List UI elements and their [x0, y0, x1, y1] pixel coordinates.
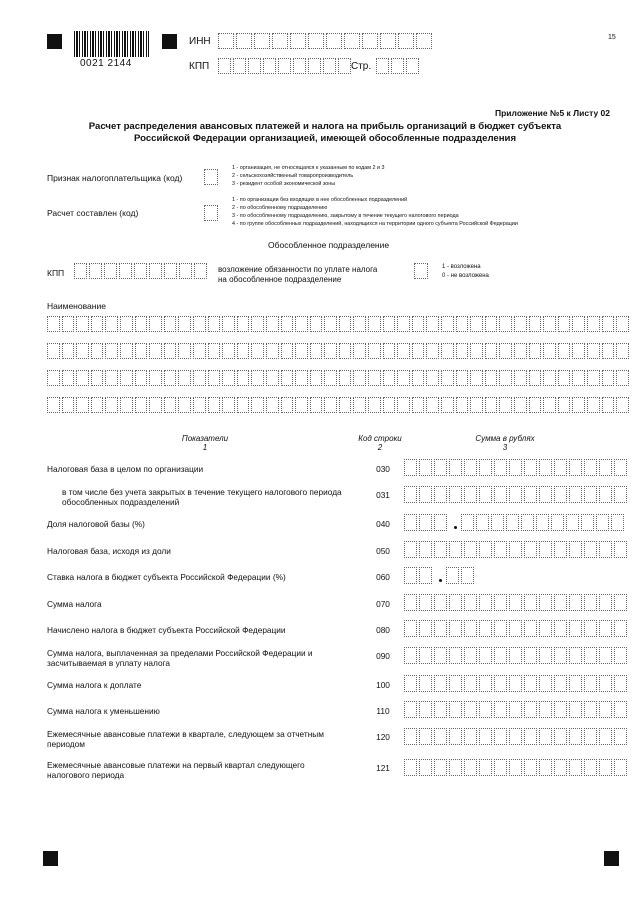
page-field-label: Стр. — [351, 61, 372, 72]
row-code-080: 080 — [376, 625, 390, 635]
row-label-080: Начислено налога в бюджет субъекта Российской Федерации — [47, 625, 286, 635]
col2-header: Код строки — [358, 434, 402, 443]
name-field-line-4[interactable] — [47, 397, 629, 413]
col3-header: Сумма в рублях — [475, 434, 535, 443]
duty-label-2: на обособленное подразделение — [218, 275, 342, 284]
row-label-090: Сумма налога, выплаченная за пределами Российской Федерации и засчитываемая в уплату налога — [47, 648, 313, 668]
calc-code-option-4: 4 - по группе обособленных подразделений, находящихся на территории одного субъекта Российской Федерации — [232, 221, 518, 227]
row-value-120[interactable] — [404, 728, 627, 745]
subdivision-kpp-field[interactable] — [74, 263, 207, 279]
row-value-080[interactable] — [404, 620, 627, 637]
row-code-121: 121 — [376, 763, 390, 773]
page-title: Расчет распределения авансовых платежей и налога на прибыль организаций в бюджет субъекта Российской Федерации организацией, имеющей обособленные подразделения — [88, 121, 562, 144]
row-value-060-integer[interactable] — [404, 567, 432, 584]
row-code-031: 031 — [376, 490, 390, 500]
row-value-050[interactable] — [404, 541, 627, 558]
corner-marker-top-mid — [162, 34, 177, 49]
row-label-031: в том числе без учета закрытых в течение текущего налогового периода обособленных подразделений — [62, 487, 342, 507]
corner-marker-bottom-left — [43, 851, 58, 866]
taxpayer-sign-option-3: 3 - резидент особой экономической зоны — [232, 181, 336, 187]
barcode-number: 0021 2144 — [80, 58, 132, 69]
row-value-110[interactable] — [404, 701, 627, 718]
row-label-060: Ставка налога в бюджет субъекта Российской Федерации (%) — [47, 572, 286, 582]
row-value-060-fraction[interactable] — [446, 567, 474, 584]
row-code-070: 070 — [376, 599, 390, 609]
row-value-031[interactable] — [404, 486, 627, 503]
taxpayer-sign-field[interactable] — [204, 169, 218, 185]
row-value-040-integer[interactable] — [404, 514, 447, 531]
duty-option-1: 1 - возложена — [442, 264, 481, 270]
duty-option-2: 0 - не возложена — [442, 273, 489, 279]
subdivision-heading: Обособленное подразделение — [268, 240, 390, 250]
decimal-point-060 — [439, 579, 442, 582]
row-code-120: 120 — [376, 732, 390, 742]
corner-marker-bottom-right — [604, 851, 619, 866]
kpp-label: КПП — [189, 61, 210, 72]
taxpayer-sign-option-1: 1 - организация, не относящаяся к указанным по кодам 2 и 3 — [232, 165, 385, 171]
row-code-110: 110 — [376, 706, 390, 716]
row-value-030[interactable] — [404, 459, 627, 476]
taxpayer-sign-option-2: 2 - сельскохозяйственный товаропроизводитель — [232, 173, 354, 179]
row-label-121: Ежемесячные авансовые платежи на первый квартал следующего налогового периода — [47, 760, 305, 780]
row-label-100: Сумма налога к доплате — [47, 680, 142, 690]
row-label-120: Ежемесячные авансовые платежи в квартале, следующем за отчетным периодом — [47, 729, 324, 749]
calc-code-field[interactable] — [204, 205, 218, 221]
row-label-050: Налоговая база, исходя из доли — [47, 546, 171, 556]
col3-number: 3 — [502, 443, 508, 452]
appendix-label: Приложение №5 к Листу 02 — [495, 108, 610, 118]
duty-field[interactable] — [414, 263, 428, 279]
name-label: Наименование — [47, 301, 106, 311]
row-value-070[interactable] — [404, 594, 627, 611]
duty-label-1: возложение обязанности по уплате налога — [218, 265, 378, 274]
inn-label: ИНН — [189, 36, 211, 47]
taxpayer-sign-label: Признак налогоплательщика (код) — [47, 173, 183, 183]
row-code-040: 040 — [376, 519, 390, 529]
row-label-040: Доля налоговой базы (%) — [47, 519, 145, 529]
row-code-090: 090 — [376, 651, 390, 661]
calc-code-label: Расчет составлен (код) — [47, 208, 139, 218]
barcode — [74, 31, 149, 57]
col1-number: 1 — [202, 443, 208, 452]
calc-code-option-3: 3 - по обособленному подразделению, закрытому в течение текущего налогового периода — [232, 213, 459, 219]
row-code-060: 060 — [376, 572, 390, 582]
page-field[interactable] — [376, 58, 419, 74]
row-value-100[interactable] — [404, 675, 627, 692]
row-value-121[interactable] — [404, 759, 627, 776]
row-value-040-fraction[interactable] — [461, 514, 624, 531]
row-code-030: 030 — [376, 464, 390, 474]
col2-number: 2 — [377, 443, 383, 452]
page-number: 15 — [608, 34, 616, 41]
name-field-line-2[interactable] — [47, 343, 629, 359]
calc-code-option-1: 1 - по организации без входящих в нее обособленных подразделений — [232, 197, 408, 203]
row-label-030: Налоговая база в целом по организации — [47, 464, 204, 474]
inn-field[interactable] — [218, 33, 432, 49]
calc-code-option-2: 2 - по обособленному подразделению — [232, 205, 328, 211]
row-code-100: 100 — [376, 680, 390, 690]
row-value-090[interactable] — [404, 647, 627, 664]
subdivision-kpp-label: КПП — [47, 268, 65, 278]
corner-marker-top-left — [47, 34, 62, 49]
name-field-line-3[interactable] — [47, 370, 629, 386]
row-label-070: Сумма налога — [47, 599, 102, 609]
decimal-point-040 — [454, 526, 457, 529]
col1-header: Показатели — [181, 434, 229, 443]
row-code-050: 050 — [376, 546, 390, 556]
name-field-line-1[interactable] — [47, 316, 629, 332]
row-label-110: Сумма налога к уменьшению — [47, 706, 160, 716]
kpp-field[interactable] — [218, 58, 351, 74]
